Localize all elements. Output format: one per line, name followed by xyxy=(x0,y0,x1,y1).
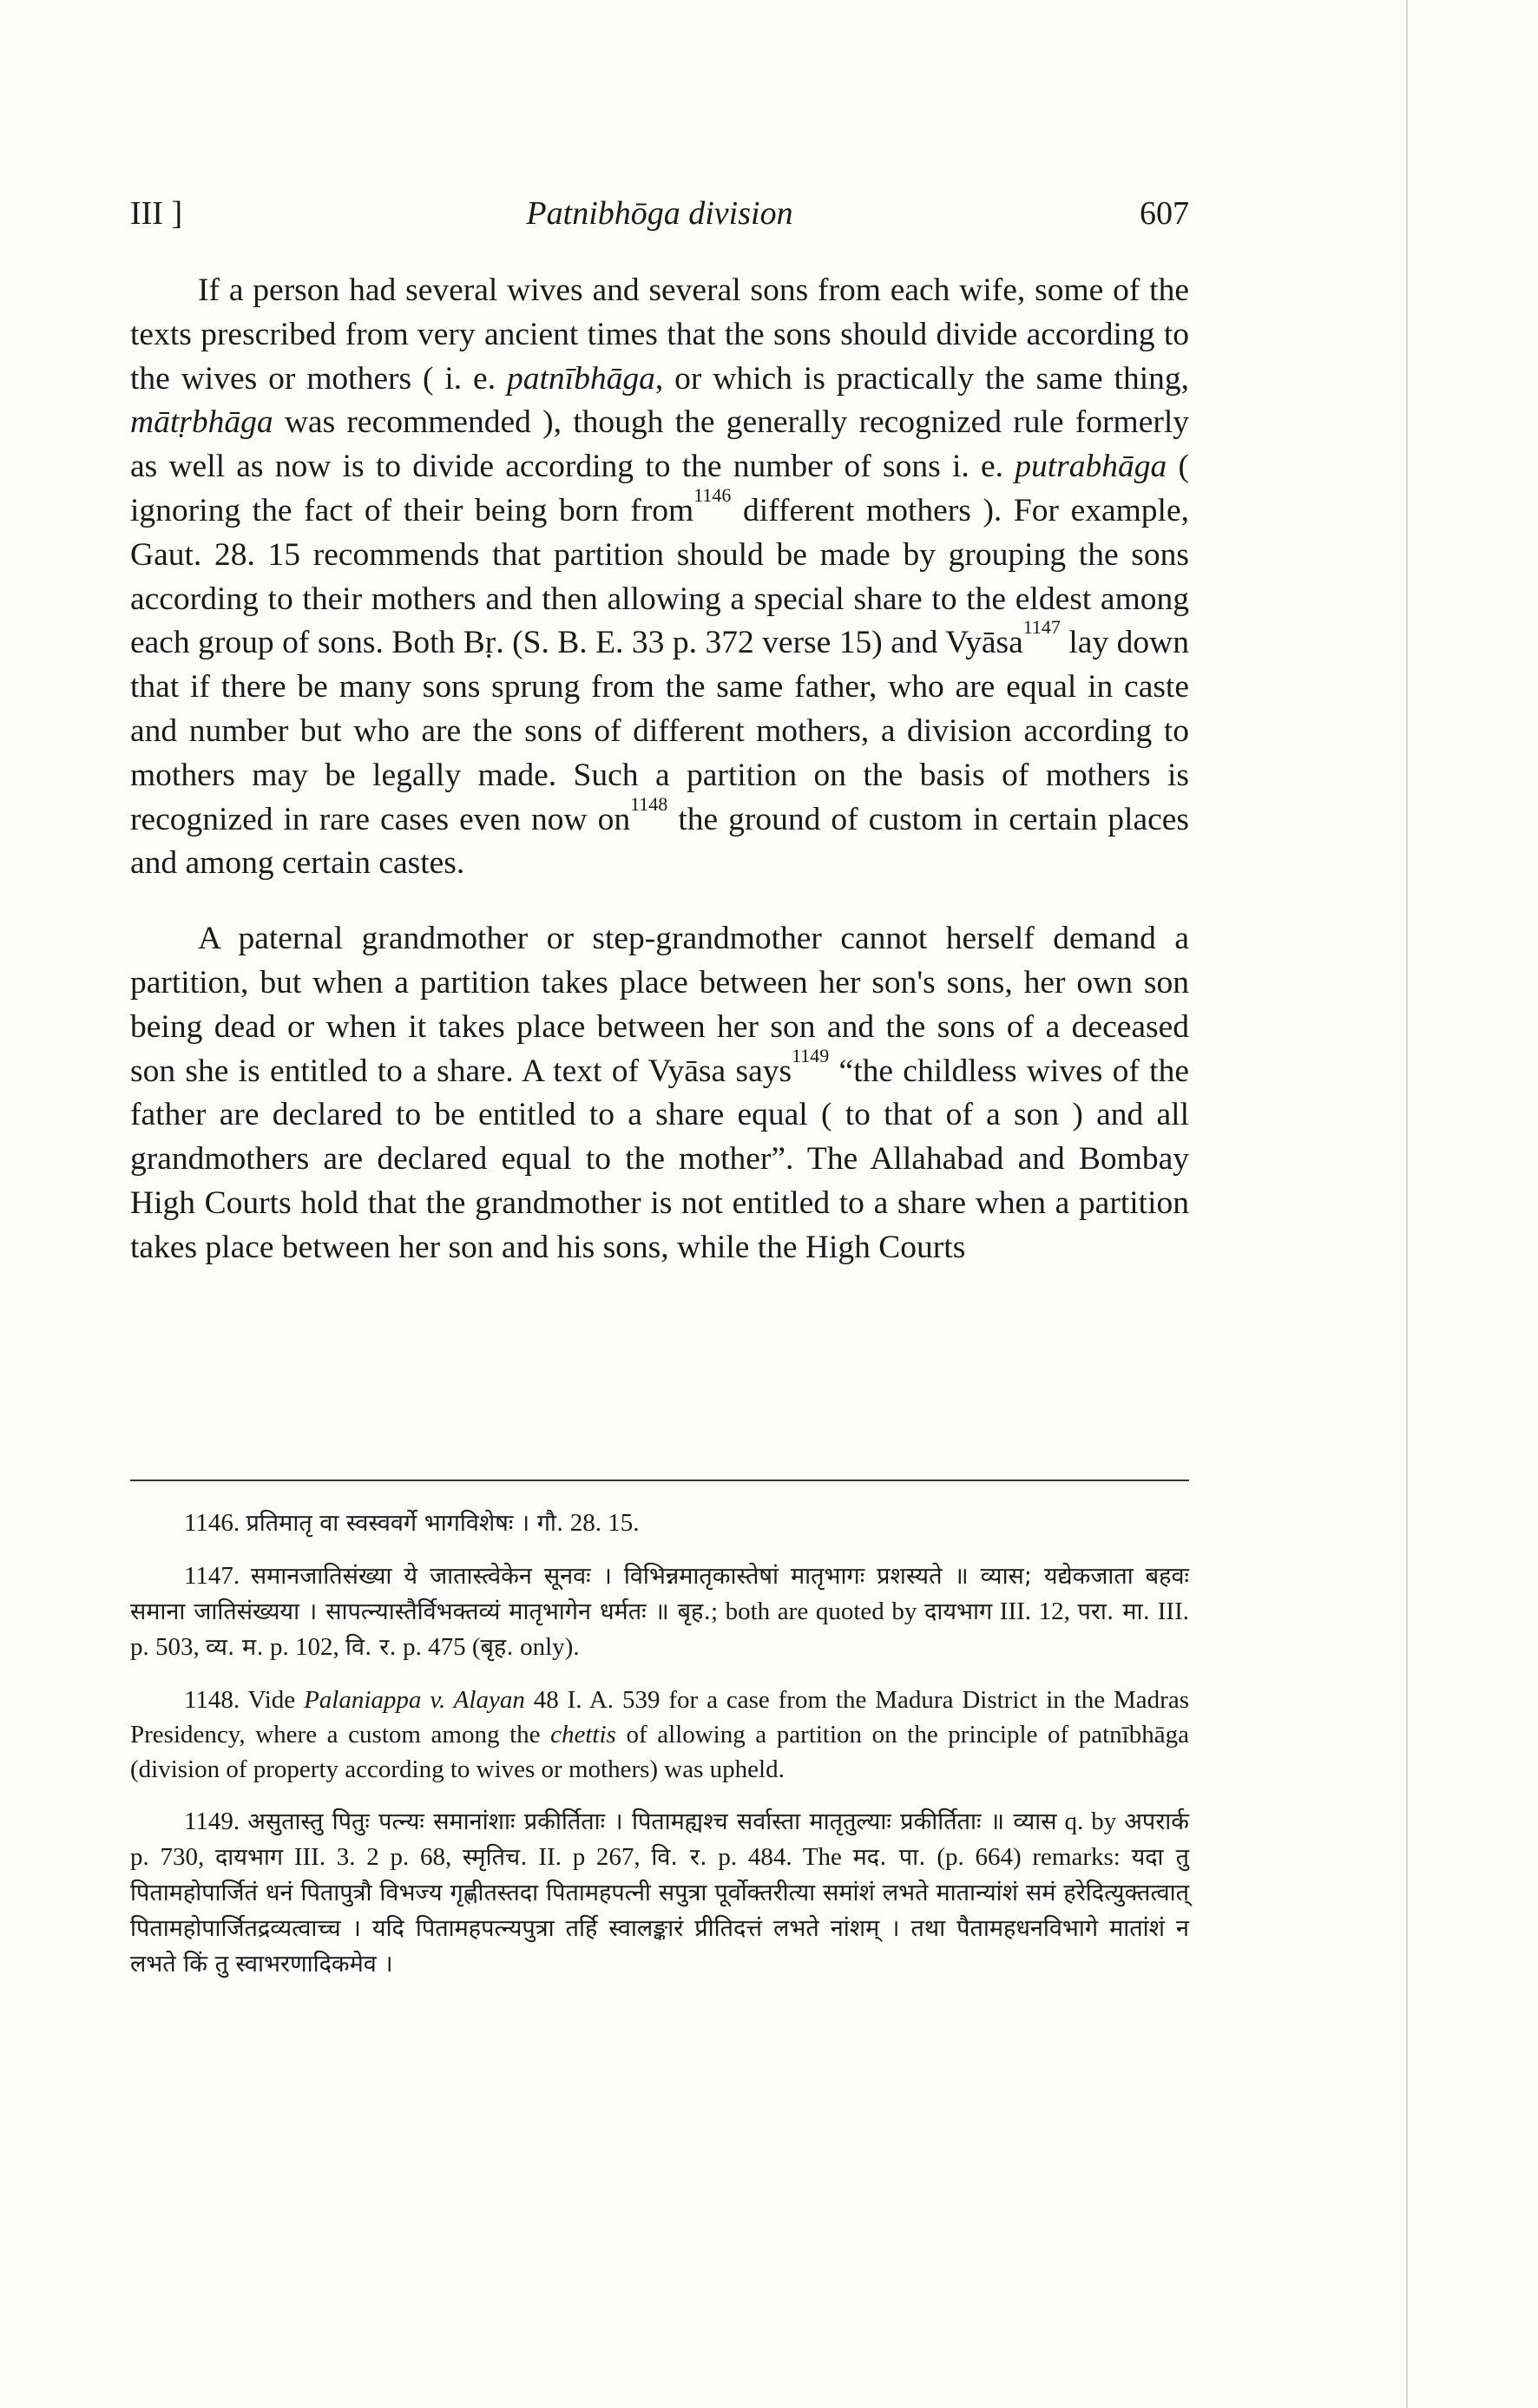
text-run: was recommended ), though the generally recognized rule formerly as well as now is to divide according to the number of sons i. e. xyxy=(130,404,1189,485)
footnote xyxy=(130,1804,1189,1982)
text-run: “the childless wives of the father are declared to be entitled to a share equal ( to that of a son ) and all grandmothers are declared equal to the mother”. The Allahabad and Bombay High Courts hold that the grandmother is not entitled to a share when a partition takes place between her son and his sons, while the High Courts xyxy=(130,1053,1189,1265)
sanskrit-text: मद. पा. xyxy=(852,1844,926,1871)
footnote xyxy=(130,1558,1189,1665)
text-run: 1149. xyxy=(184,1808,248,1835)
text-run: III. p. 503, xyxy=(130,1598,1189,1661)
footnote-ref: 1146 xyxy=(693,483,732,506)
sanskrit-text: असुतास्तु पितुः पत्न्यः समानांशाः प्रकीर्तिताः । पितामह्यश्च सर्वास्ता मातृतुल्याः प्रकीर्तिताः ॥ व्यास xyxy=(247,1808,1057,1835)
text-run: p. 475 ( xyxy=(396,1633,481,1661)
text-run: III. 12, xyxy=(992,1598,1078,1625)
paragraph xyxy=(130,917,1189,1270)
main-text xyxy=(130,269,1189,1270)
footnote xyxy=(130,1506,1189,1541)
text-run: A paternal grandmother or step-grandmother cannot herself demand a partition, but when a partition takes place between her son's sons, her own son being dead or when it takes place between her son and the sons of a deceased son she is entitled to a share. A text of Vyāsa says xyxy=(130,921,1189,1089)
sanskrit-text: प्रतिमातृ वा स्वस्ववर्गे भागविशेषः । गौ. xyxy=(246,1510,564,1537)
sanskrit-text: अपरार्क xyxy=(1124,1808,1189,1835)
sanskrit-text: दायभाग xyxy=(924,1598,993,1625)
text-run: 1146. xyxy=(184,1509,246,1537)
sanskrit-text: दायभाग xyxy=(214,1844,284,1871)
text-run: ( ignoring the fact of their being born from xyxy=(130,449,1189,528)
text-run: p. 730, xyxy=(130,1843,215,1871)
text-run: III. 3. 2 p. 68, xyxy=(283,1843,463,1871)
text-run: of allowing a partition on the principle of patnībhāga (division of property according to wives or mothers) was upheld. xyxy=(130,1721,1189,1783)
sanskrit-text: स्मृतिच. xyxy=(462,1844,528,1871)
paragraph xyxy=(130,269,1189,886)
text-run: q. by xyxy=(1056,1808,1125,1835)
section-marker: III ] xyxy=(130,195,183,232)
running-header xyxy=(130,194,1189,246)
text-run: , or which is practically the same thing, xyxy=(654,360,1189,397)
text-run: (p. 664) remarks: xyxy=(925,1843,1132,1871)
text-run: the ground of custom in certain places and among certain castes. xyxy=(130,801,1189,882)
text-run: 28. 15. xyxy=(563,1509,640,1537)
sanskrit-text: बृह. xyxy=(480,1634,514,1661)
text-run: p. 484. The xyxy=(707,1843,853,1871)
sanskrit-text: समानजातिसंख्या ये जातास्त्वेकेन सूनवः । विभिन्नमातृकास्तेषां मातृभागः प्रशस्यते ॥ व्यास; यद्येकजाता बहवः समाना जातिसंख्यया । सापत्न्यास्तैर्विभक्तव्यं मातृभागेन धर्मतः ॥ बृह. xyxy=(130,1563,1189,1625)
italic-term: Palaniappa v. Alayan xyxy=(304,1686,525,1714)
text-run: different mothers ). For example, Gaut. 28. 15 recommends that partition should be made by grouping the sons according to their mothers and then allowing a special share to the eldest among each group of sons. Both Bṛ. (S. B. E. 33 p. 372 verse 15) and Vyāsa xyxy=(130,492,1189,661)
italic-term: patnībhāga xyxy=(506,360,655,397)
scan-edge-line xyxy=(1406,0,1408,2408)
text-run: lay down that if there be many sons sprung from the same father, who are equal in caste and number but who are the sons of different mothers, a division according to mothers may be legally made. Such a partition on the basis of mothers is recognized in rare cases even now on xyxy=(130,625,1189,837)
italic-term: putrabhāga xyxy=(1015,449,1167,485)
sanskrit-text: व्य. म. xyxy=(206,1634,264,1661)
text-run: 1148. Vide xyxy=(184,1686,305,1714)
text-run: p. 102, xyxy=(263,1633,346,1661)
footnote-ref: 1147 xyxy=(1022,616,1061,639)
italic-term: mātṛbhāga xyxy=(130,404,273,441)
footnote xyxy=(130,1683,1189,1787)
text-run: ; both are quoted by xyxy=(710,1598,924,1625)
page-number: 607 xyxy=(1140,195,1189,232)
italic-term: chettis xyxy=(550,1721,616,1749)
footnote-ref: 1149 xyxy=(792,1044,830,1066)
footnotes xyxy=(130,1506,1189,1999)
sanskrit-text: वि. र. xyxy=(345,1634,397,1661)
text-run: II. p 267, xyxy=(527,1843,652,1871)
text-run: If a person had several wives and several sons from each wife, some of the texts prescribed from very ancient times that the sons should divide according to the wives or mothers ( i. e. xyxy=(130,272,1189,397)
text-run: only). xyxy=(513,1633,580,1661)
text-run: 1147. xyxy=(184,1562,251,1590)
sanskrit-text: यदा तु पितामहोपार्जितं धनं पितापुत्रौ विभज्य गृह्णीतस्तदा पितामहपत्नी सपुत्रा पूर्वोक्तरीत्या समांशं लभते मातान्यांशं समं हरेदित्युक्तत्वात् पितामहोपार्जितद्रव्यत्वाच्च । यदि पितामहपत्न्यपुत्रा तर्हि स्वालङ्कारं प्रीतिदत्तं लभते नांशम् । तथा पैतामहधनविभागे मातांशं न लभते किं तु स्वाभरणादिकमेव । xyxy=(130,1844,1189,1978)
footnote-rule xyxy=(130,1480,1189,1481)
sanskrit-text: वि. र. xyxy=(651,1844,707,1871)
text-run: 48 I. A. 539 for a case from the Madura District in the Madras Presidency, where a custom among the xyxy=(130,1686,1189,1749)
footnote-ref: 1148 xyxy=(630,792,668,815)
running-title: Patnibhōga division xyxy=(526,195,793,232)
sanskrit-text: परा. मा. xyxy=(1077,1598,1151,1625)
